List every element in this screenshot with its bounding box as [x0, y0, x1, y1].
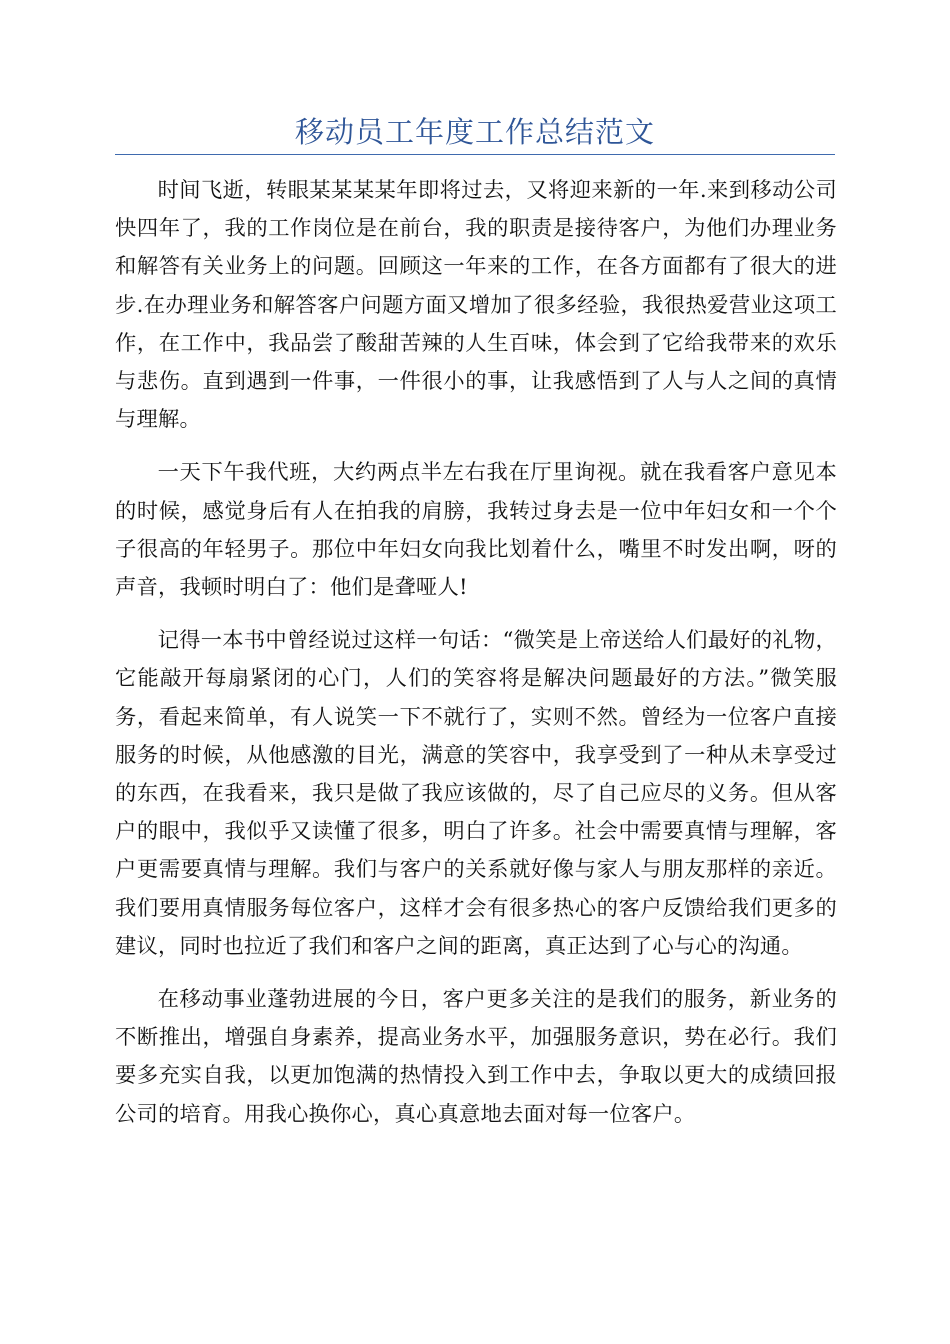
- paragraph-3: 记得一本书中曾经说过这样一句话：“微笑是上帝送给人们最好的礼物，它能敲开每扇紧闭的心门，人们的笑容将是解决问题最好的方法。”微笑服务，看起来简单，有人说笑一下不就行了，实则不然。曾经为一位客户直接服务的时候，从他感激的目光，满意的笑容中，我享受到了一种从未享受过的东西，在我看来，我只是做了我应该做的，尽了自己应尽的义务。但从客户的眼中，我似乎又读懂了很多，明白了许多。社会中需要真情与理解，客户更需要真情与理解。我们与客户的关系就好像与家人与朋友那样的亲近。我们要用真情服务每位客户，这样才会有很多热心的客户反馈给我们更多的建议，同时也拉近了我们和客户之间的距离，真正达到了心与心的沟通。: [115, 628, 837, 959]
- document-title: 移动员工年度工作总结范文: [294, 115, 655, 149]
- title-underline: [115, 154, 835, 155]
- paragraph-1: 时间飞逝，转眼某某某某年即将过去，又将迎来新的一年.来到移动公司快四年了，我的工作岗位是在前台，我的职责是接待客户，为他们办理业务和解答有关业务上的问题。回顾这一年来的工作，在各方面都有了很大的进步.在办理业务和解答客户问题方面又增加了很多经验，我很热爱营业这项工作，在工作中，我品尝了酸甜苦辣的人生百味，体会到了它给我带来的欢乐与悲伤。直到遇到一件事，一件很小的事，让我感悟到了人与人之间的真情与理解。: [115, 178, 837, 433]
- document-body: [115, 172, 837, 1149]
- paragraph-4: 在移动事业蓬勃进展的今日，客户更多关注的是我们的服务，新业务的不断推出，增强自身素养，提高业务水平，加强服务意识，势在必行。我们要多充实自我，以更加饱满的热情投入到工作中去，争取以更大的成绩回报公司的培育。用我心换你心，真心真意地去面对每一位客户。: [115, 987, 837, 1127]
- paragraph-2: 一天下午我代班，大约两点半左右我在厅里询视。就在我看客户意见本的时候，感觉身后有人在拍我的肩膀，我转过身去是一位中年妇女和一个个子很高的年轻男子。那位中年妇女向我比划着什么，嘴里不时发出啊，呀的声音，我顿时明白了：他们是聋哑人!: [115, 460, 837, 601]
